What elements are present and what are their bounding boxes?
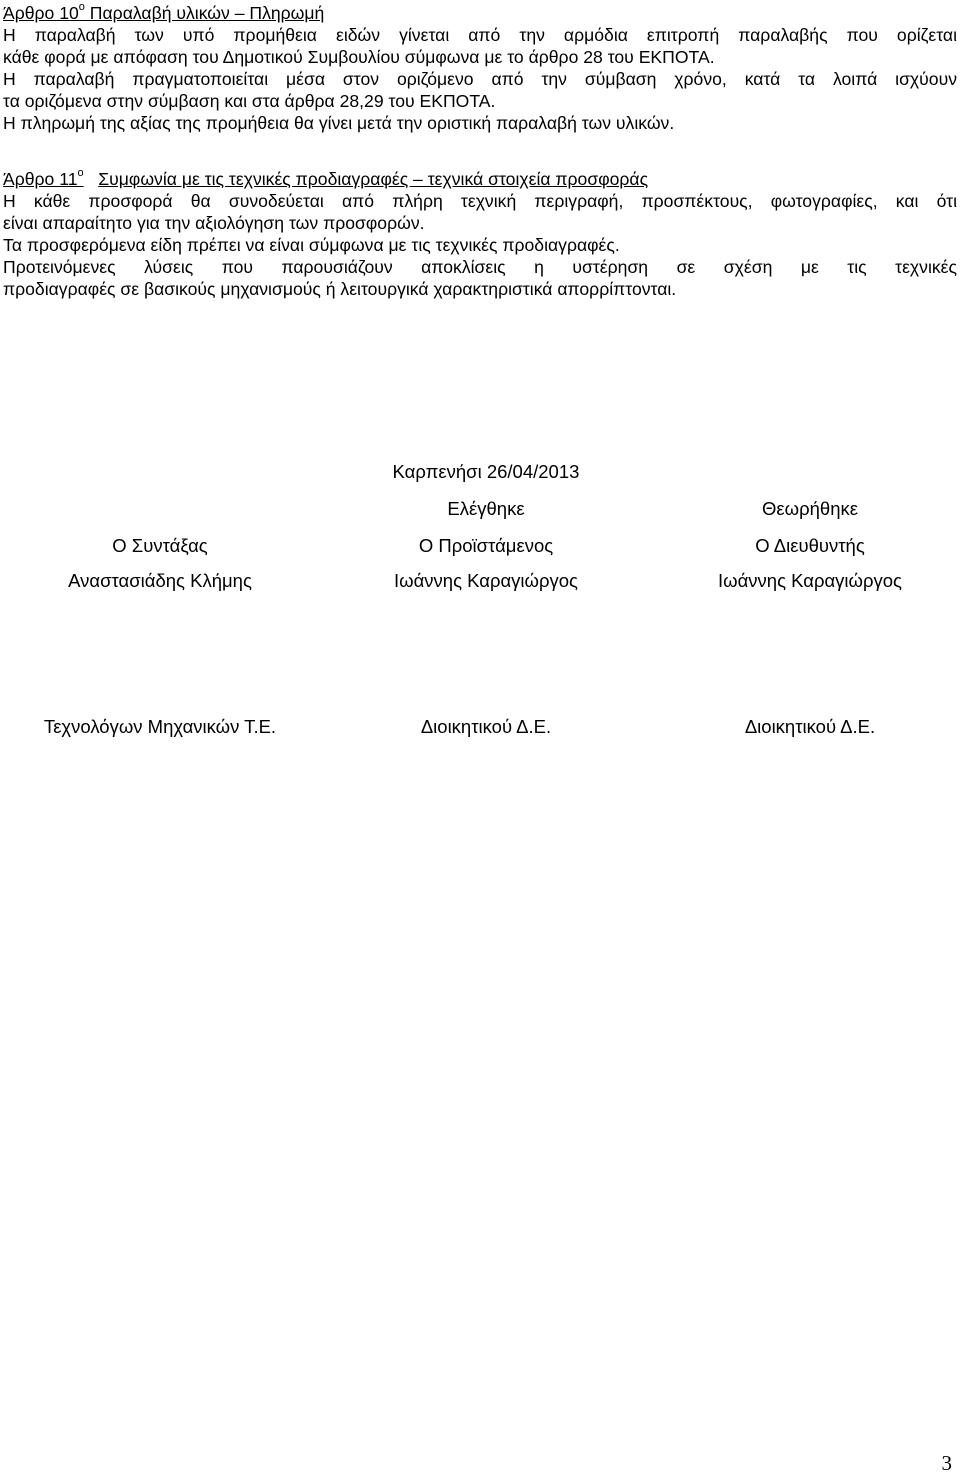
supervisor-title: Διοικητικού Δ.Ε. bbox=[420, 716, 552, 737]
supervisor-name: Ιωάννης Καραγιώργος bbox=[394, 570, 578, 591]
article-11-ordinal: ο bbox=[77, 167, 84, 179]
page-number: 3 bbox=[941, 1451, 952, 1475]
article-10-line-4: τα οριζόμενα στην σύμβαση και στα άρθρα 28,29 του ΕΚΠΟΤΑ. bbox=[3, 91, 496, 111]
article-10-line-2: κάθε φορά με απόφαση του Δημοτικού Συμβουλίου σύμφωνα με το άρθρο 28 του ΕΚΠΟΤΑ. bbox=[3, 47, 715, 67]
article-11-line-1: Η κάθε προσφορά θα συνοδεύεται από πλήρη τεχνική περιγραφή, προσπέκτους, φωτογραφίες, και ότι bbox=[3, 191, 957, 211]
article-11 bbox=[3, 168, 957, 300]
article-11-line-2: είναι απαραίτητο για την αξιολόγηση των προσφορών. bbox=[3, 213, 425, 233]
director-name: Ιωάννης Καραγιώργος bbox=[718, 570, 902, 591]
article-10-line-3: Η παραλαβή πραγματοποιείται μέσα στον οριζόμενο από την σύμβαση χρόνο, κατά τα λοιπά ισχύουν bbox=[3, 69, 957, 89]
author-name: Αναστασιάδης Κλήμης bbox=[68, 570, 252, 591]
director-title: Διοικητικού Δ.Ε. bbox=[744, 716, 876, 737]
article-11-line-5: προδιαγραφές σε βασικούς μηχανισμούς ή λειτουργικά χαρακτηριστικά απορρίπτονται. bbox=[3, 279, 677, 299]
checked-label: Ελέγθηκε bbox=[447, 498, 525, 519]
article-10-line-1: Η παραλαβή των υπό προμήθεια ειδών γίνεται από την αρμόδια επιτροπή παραλαβής που ορίζεται bbox=[3, 25, 957, 45]
reviewed-label: Θεωρήθηκε bbox=[762, 498, 858, 519]
article-11-heading bbox=[3, 168, 957, 190]
article-11-line-4: Προτεινόμενες λύσεις που παρουσιάζουν αποκλίσεις η υστέρηση σε σχέση με τις τεχνικές bbox=[3, 257, 957, 277]
article-10-heading bbox=[3, 2, 957, 24]
supervisor-role: Ο Προϊστάμενος bbox=[418, 535, 554, 556]
article-10-line-5: Η πληρωμή της αξίας της προμήθεια θα γίνει μετά την οριστική παραλαβή των υλικών. bbox=[3, 113, 675, 133]
author-role: Ο Συντάξας bbox=[112, 535, 208, 556]
director-role: Ο Διευθυντής bbox=[755, 535, 865, 556]
article-10 bbox=[3, 2, 957, 134]
article-11-line-3: Τα προσφερόμενα είδη πρέπει να είναι σύμφωνα με τις τεχνικές προδιαγραφές. bbox=[3, 235, 620, 255]
article-10-title: Παραλαβή υλικών – Πληρωμή bbox=[84, 3, 325, 23]
author-title: Τεχνολόγων Μηχανικών Τ.Ε. bbox=[43, 716, 277, 737]
article-10-ordinal: ο bbox=[78, 1, 85, 13]
place-date: Καρπενήσι 26/04/2013 bbox=[392, 461, 580, 482]
article-10-number: Άρθρο 10 bbox=[3, 3, 79, 23]
article-11-title: Συμφωνία με τις τεχνικές προδιαγραφές – τεχνικά στοιχεία προσφοράς bbox=[98, 169, 649, 189]
article-11-number: Άρθρο 11 bbox=[3, 169, 78, 189]
